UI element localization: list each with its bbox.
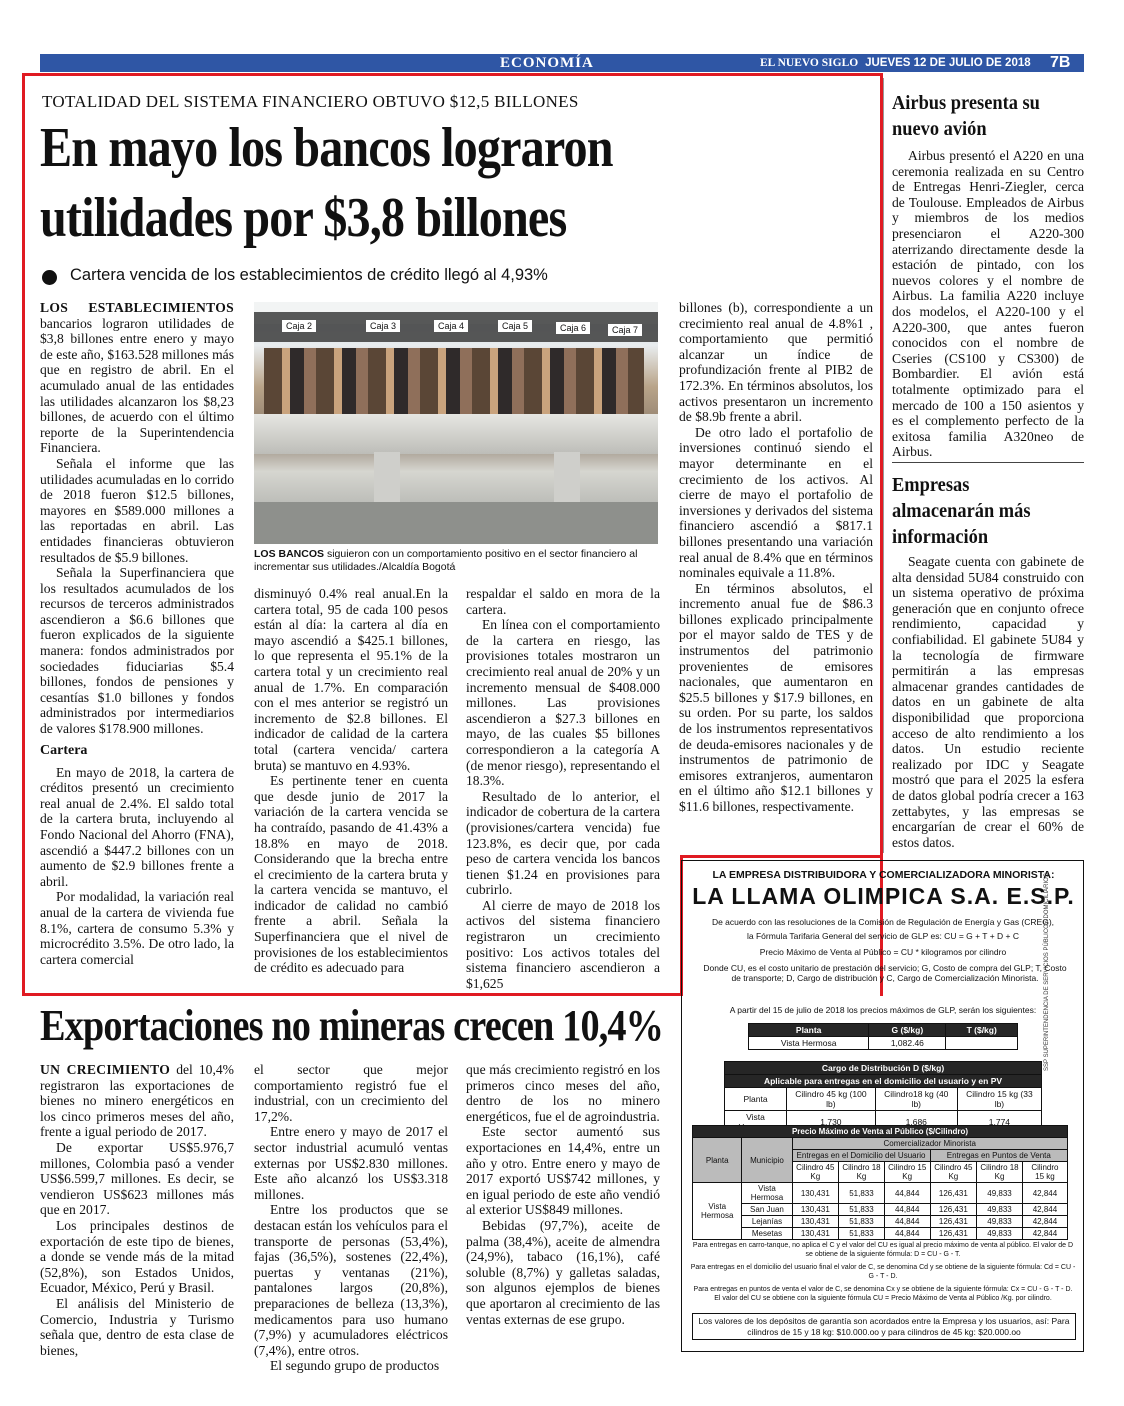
notice-intro-4: Donde CU, es el costo unitario de prestación del servicio; G, Costo de compra del GLP; T, Costo de transporte; D, Cargo de distribución y C, Cargo de Comercialización Minorista. bbox=[703, 963, 1067, 983]
table-row: San Juan 130,431 51,833 44,844 126,431 49,833 42,844 bbox=[693, 1204, 1068, 1216]
table-max-price: Precio Máximo de Venta al Público ($/Cilindro) Planta Municipio Comercializador Minorista Entregas en el Domicilio del Usuario Entregas en Puntos de Venta Cilindro 45 Kg Cilindro 18 Kg Cilindro 15 Kg Cilindro 45 Kg Cilindro 18 Kg Cilindro 15 kg Vista Hermosa Vista Hermosa 130,431 51,833 44,844 126,431 49,833 42,844 San Juan 130,431 51,833 44,844 126,431 49,833 42,844 Lejanías 130,431 51,833 44,844 126,431 49,833 42,844 Mesetas 130,431 51,833 44,844 126,431 49,833 42,844 bbox=[692, 1125, 1068, 1240]
page-number: 7B bbox=[1050, 54, 1071, 71]
exports-headline: Exportaciones no mineras crecen 10,4% bbox=[40, 1001, 664, 1050]
paragraph: Al cierre de mayo de 2018 los activos del sistema financiero registraron un crecimiento positivo: Los activos totales del sistema financiero ascendieron a $1,625 bbox=[466, 897, 660, 991]
caja-sign: Caja 5 bbox=[498, 320, 532, 332]
notice-note-1: Para entregas en carro-tanque, no aplica el C y el valor del CU es igual al precio máximo de venta al público. El valor de D se obtiene de la siguiente fórmula: D = CU - G - T. bbox=[692, 1242, 1074, 1258]
paragraph: Entre los productos que se destacan están los vehículos para el transporte de personas (53,4%), fajas (36,5%), sostenes (22,4%), puertas y ventanas (21%), pantalones largos (20,8%), preparaciones de belleza (13,3%), medicamentos para uso humano (7,9%) y acumuladores eléctricos (7,4%), entre otros. bbox=[254, 1202, 448, 1358]
paragraph: Señala la Superfinanciera que los resultados acumulados de los recursos de terceros administrados ascendieron a $6.6 billones que fueron explicados de la siguiente manera: fondos administrados por sociedades fiduciarias $5.4 billones, fondos de pensiones y cesantías $1.0 billones y fondos administrados por intermediarios de valores $178.900 millones. bbox=[40, 565, 234, 737]
paragraph: Los principales destinos de exportación de este tipo de bienes, a donde se vende más de la mitad (52,8%), son Estados Unidos, Ecuador, México, Perú y Brasil. bbox=[40, 1217, 234, 1296]
paragraph: En términos absolutos, el incremento anual fue de $86.3 billones explicado principalmente por el mayor saldo de TES y de instrumentos del patrimonio provenientes de emisores nacionales, que aumentaron en $25.5 billones y $17.9 billones, en su orden. Por su parte, los saldos de los instrumentos representativos de deuda-emisores nacionales y de instrumentos de patrimonio de emisores extranjeros, aumentaron en el último año $12.1 billones y $11.6 billones, respectivamente. bbox=[679, 580, 873, 814]
table-g-t: Planta G ($/kg) T ($/kg) Vista Hermosa 1,082.46 bbox=[748, 1023, 1018, 1050]
notice-intro-2: la Fórmula Tarifaria General del servicio de GLP es: CU = G + T + D + C bbox=[747, 931, 1019, 941]
section-name: ECONOMÍA bbox=[500, 55, 594, 71]
paragraph: Por modalidad, la variación real anual de la cartera de vivienda fue 8.1%, cartera de consumo 5.3% y microcrédito 3.5%. De otro lado, la cartera comercial bbox=[40, 889, 234, 967]
notice-line-1: LA EMPRESA DISTRIBUIDORA Y COMERCIALIZADORA MINORISTA: bbox=[712, 869, 1055, 881]
sidebar-seagate-body bbox=[892, 554, 1084, 850]
paragraph: Es pertinente tener en cuenta que desde junio de 2017 la variación de la cartera vencida se ha contraído, pasando de 41.43% a 18.8% en mayo de 2018. Considerando que la brecha entre el crecimiento de la cartera bruta y la cartera vencida se mantuvo, el indicador de calidad no cambió frente a abril. Señala la Superfinanciera que el nivel de provisiones de los establecimientos de crédito es adecuado para bbox=[254, 773, 448, 976]
exports-column-2 bbox=[254, 1062, 448, 1374]
highlight-frame-bottom bbox=[22, 993, 683, 996]
paragraph: respaldar el saldo en mora de la cartera. bbox=[466, 586, 660, 617]
newspaper-name: EL NUEVO SIGLO JUEVES 12 DE JULIO DE 2018 bbox=[760, 57, 1031, 69]
notice-note-3: Para entregas en puntos de venta el valor de C, se denomina Cx y se obtiene de la siguiente fórmula: Cx = CU - G - T - D. El valor del CU se obtiene con la siguiente fórmula CU = Precio Máximo de Venta al Público /Kg. por cilindro. bbox=[693, 1286, 1073, 1302]
paragraph: Seagate cuenta con gabinete de alta densidad 5U84 construido con un sistema operativo de próxima generación que en conjunto ofrece rendimiento, capacidad y confiabilidad. El gabinete 5U84 y la tecnología de firmware permitirán a las empresas almacenar grandes cantidades de datos en un gabinete de alta disponibilidad que proporciona acceso de alto rendimiento a los datos. Un estudio reciente realizado por IDC y Seagate mostró que para el 2025 la esfera de datos global podría crecer a 163 zettabytes, y las empresas se encargarían de crear el 60% de estos datos. bbox=[892, 554, 1084, 850]
headline-line-2: utilidades por $3,8 billones bbox=[40, 187, 567, 249]
caja-sign: Caja 4 bbox=[434, 320, 468, 332]
paragraph: Resultado de lo anterior, el indicador de cobertura de la cartera (provisiones/cartera vencida) fue 123.8%, es decir que, por cada peso de cartera vencida los bancos tienen $1.24 en provisiones para cubrirlo. bbox=[466, 788, 660, 898]
bank-photo bbox=[254, 302, 658, 544]
paragraph: Entre enero y mayo de 2017 el sector industrial acumuló ventas externas por US$2.830 millones. Este año alcanzó los US$3.318 millones. bbox=[254, 1124, 448, 1202]
main-column-2 bbox=[254, 586, 448, 976]
caja-sign: Caja 3 bbox=[366, 320, 400, 332]
main-column-3 bbox=[466, 586, 660, 991]
sidebar-title-seagate: Empresas almacenarán más información bbox=[892, 474, 1031, 548]
headline-line-1: En mayo los bancos lograron bbox=[40, 117, 613, 179]
paragraph: disminuyó 0.4% real anual.En la cartera total, 95 de cada 100 pesos están al día: la cartera al día en mayo ascendió a $425.1 billones, lo que representa el 95.1% de la cartera total y un crecimiento real anual de 1.7%. En comparación con el mes anterior se registró un incremento de $2.8 billones. El indicador de calidad de la cartera total (cartera vencida/ cartera bruta) se mantuvo en 4.93%. bbox=[254, 586, 448, 773]
subsection-title: Cartera bbox=[40, 742, 88, 758]
notice-company: LA LLAMA OLIMPICA S.A. E.S.P. bbox=[692, 883, 1075, 909]
notice-intro-3: Precio Máximo de Venta al Público = CU * kilogramos por cilindro bbox=[759, 947, 1007, 957]
paragraph: Airbus presentó el A220 en una ceremonia realizada en su Centro de Entregas Henri-Ziegler, cerca de Toulouse. Empleados de Airbus y miembros de los medios presenciaron el A220-300 aterrizando directamente desde la estación de pintado, con los nuevos colores y el nombre de Airbus. La familia A220 incluye dos modelos, el A220-100 y el A220-300, que antes fueron conocidos con el nombre de Cseries (CS100 y CS300) de Bombardier. El avión está totalmente optimizado para el mercado de 100 a 150 asientos y es el complemento perfecto de la exitosa familia A320neo de Airbus. bbox=[892, 148, 1084, 460]
paragraph: el sector que mejor comportamiento registró fue el industrial, con un crecimiento del 17,2%. bbox=[254, 1062, 448, 1124]
kicker: TOTALIDAD DEL SISTEMA FINANCIERO OBTUVO $12,5 BILLONES bbox=[42, 92, 579, 111]
notice-intro-5: A partir del 15 de julio de 2018 los precios máximos de GLP, serán los siguientes: bbox=[729, 1005, 1037, 1015]
paragraph: billones (b), correspondiente a un crecimiento real anual de 4.8%1 , comportamiento que permitió alcanzar un índice de profundización frente al PIB2 de 172.3%. En términos absolutos, los activos presentaron un incremento de $8.9b frente a abril. bbox=[679, 300, 873, 425]
ssp-logo: SSP SUPERINTENDENCIA DE SERVICIOS PÚBLICOS DOMICILIARIOS bbox=[1044, 873, 1050, 1071]
photo-caption: LOS BANCOS siguieron con un comportamiento positivo en el sector financiero al incrementar sus utilidades./Alcaldía Bogotá bbox=[254, 548, 638, 573]
exports-column-3 bbox=[466, 1062, 660, 1327]
paragraph: Este sector aumentó sus exportaciones en 14,4%, entre un año y otro. Entre enero y mayo de 2017 exportó US$742 millones, y en igual periodo de este año vendió al exterior US$849 millones. bbox=[466, 1124, 660, 1218]
paragraph: Bebidas (97,7%), aceite de palma (38,4%), aceite de almendra (24,9%), tabaco (16,1%), café soluble (8,7%) y galletas saladas, son algunos ejemplos de bienes que aportaron al crecimiento de las ventas externas de ese grupo. bbox=[466, 1217, 660, 1327]
table-distribution: Cargo de Distribución D ($/kg) Aplicable para entregas en el domicilio del usuario y en PV Planta Cilindro 45 kg (100 lb) Cilindro18 kg (40 lb) Cilindro 15 kg (33 lb) Vista Hermosa 1,730 1,686 1,774 bbox=[724, 1061, 1042, 1134]
table-row: Mesetas 130,431 51,833 44,844 126,431 49,833 42,844 bbox=[693, 1228, 1068, 1240]
notice-note-2: Para entregas en el domicilio del usuario final el valor de C, se denomina Cd y se obtiene de la siguiente fórmula: Cd = CU - G - T - D. bbox=[690, 1264, 1076, 1280]
paragraph: En mayo de 2018, la cartera de créditos presentó un crecimiento real anual de 2.4%. El saldo total de la cartera bruta, incluyendo al Fondo Nacional del Ahorro (FNA), ascendió a $447.2 billones con un aumento de $2.9 billones frente a abril. bbox=[40, 764, 234, 889]
main-column-1 bbox=[40, 300, 234, 967]
sidebar-divider bbox=[892, 462, 1084, 463]
photo-people bbox=[264, 348, 644, 418]
photo-counter bbox=[254, 414, 658, 454]
paragraph: En línea con el comportamiento de la cartera en riesgo, las provisiones totales mostraron un crecimiento real anual de 20% y un incremento mensual de $408.000 millones. Las provisiones ascendieron a $27.3 billones en mayo, de las cuales $5 billones correspondieron a la categoría A (de menor riesgo), representando el 18.3%. bbox=[466, 617, 660, 789]
table-row: Lejanías 130,431 51,833 44,844 126,431 49,833 42,844 bbox=[693, 1216, 1068, 1228]
paragraph: que más crecimiento registró en los primeros cinco meses del año, dentro de los no minero energéticos, fue el de agroindustria. bbox=[466, 1062, 660, 1124]
lead-in: LOS ESTABLECIMIENTOS bbox=[40, 300, 234, 315]
column-rule bbox=[883, 78, 884, 853]
notice-deposit: Los valores de los depósitos de garantía son acordados entre la Empresa y los usuarios, así: Para cilindros de 15 y 18 kg: $10.000.oo y para cilindros de 45 kg: $20.000.oo bbox=[692, 1313, 1076, 1340]
paragraph: El análisis del Ministerio de Comercio, Industria y Turismo señala que, dentro de esta clase de bienes, bbox=[40, 1295, 234, 1358]
price-notice bbox=[681, 860, 1084, 1352]
main-column-4 bbox=[679, 300, 873, 815]
paragraph: bancarios lograron utilidades de $3,8 billones entre enero y mayo de este año, $163.528 millones más que en registro de abril. En el acumulado anual de las entidades las utilidades alcanzaron los $8,23 billones, de acuerdo con el último reporte de la Superintendencia Financiera. bbox=[40, 315, 234, 456]
photo-floor bbox=[254, 502, 658, 544]
sidebar-airbus-body bbox=[892, 148, 1084, 460]
caja-sign: Caja 6 bbox=[556, 322, 590, 334]
subhead: Cartera vencida de los establecimientos de crédito llegó al 4,93% bbox=[70, 266, 548, 284]
paragraph: Señala el informe que las utilidades acumuladas en lo corrido de 2018 fueron $12.5 billones, mayores en $589.000 millones a las reportadas en abril. Las entidades financieras obtuvieron resultados de $5.9 billones. bbox=[40, 455, 234, 565]
paragraph: El segundo grupo de productos bbox=[270, 1358, 440, 1374]
table-row: Vista Hermosa Vista Hermosa 130,431 51,833 44,844 126,431 49,833 42,844 bbox=[693, 1183, 1068, 1204]
bullet-icon bbox=[42, 270, 57, 285]
paragraph: De otro lado el portafolio de inversiones continuó siendo el mayor determinante en el crecimiento de los activos. Al cierre de mayo el portafolio de inversiones y derivados del sistema financiero ascendió a $817.1 billones presentando una variación real anual de 8.4% que en términos nominales equivale a 11.8%. bbox=[679, 424, 873, 581]
notice-intro-1: De acuerdo con las resoluciones de la Comisión de Regulación de Energía y Gas (CREG), bbox=[711, 917, 1055, 927]
sidebar-title-airbus: Airbus presenta su nuevo avión bbox=[892, 92, 1040, 140]
paragraph: De exportar US$5.976,7 millones, Colombia pasó a vender US$6.599,7 millones. Es decir, se vendieron US$623 millones más que en 2017. bbox=[40, 1139, 234, 1218]
caja-sign: Caja 2 bbox=[282, 320, 316, 332]
highlight-frame-step-top bbox=[680, 855, 880, 858]
caja-sign: Caja 7 bbox=[608, 324, 642, 336]
exports-column-1: UN CRECIMIENTO del 10,4% registraron las exportaciones de bienes no minero energéticos en los cinco primeros meses del año, frente a igual periodo de 2017. De exportar US$5.976,7 millones, Colombia pasó a vender US$6.599,7 millones. Es decir, se vendieron US$623 millones más que en 2017. Los principales destinos de exportación de este tipo de bienes, a donde se vende más de la mitad (52,8%), son Estados Unidos, Ecuador, México, Perú y Brasil. El análisis del Ministerio de Comercio, Industria y Turismo señala que, dentro de esta clase de bienes, bbox=[40, 1062, 234, 1358]
